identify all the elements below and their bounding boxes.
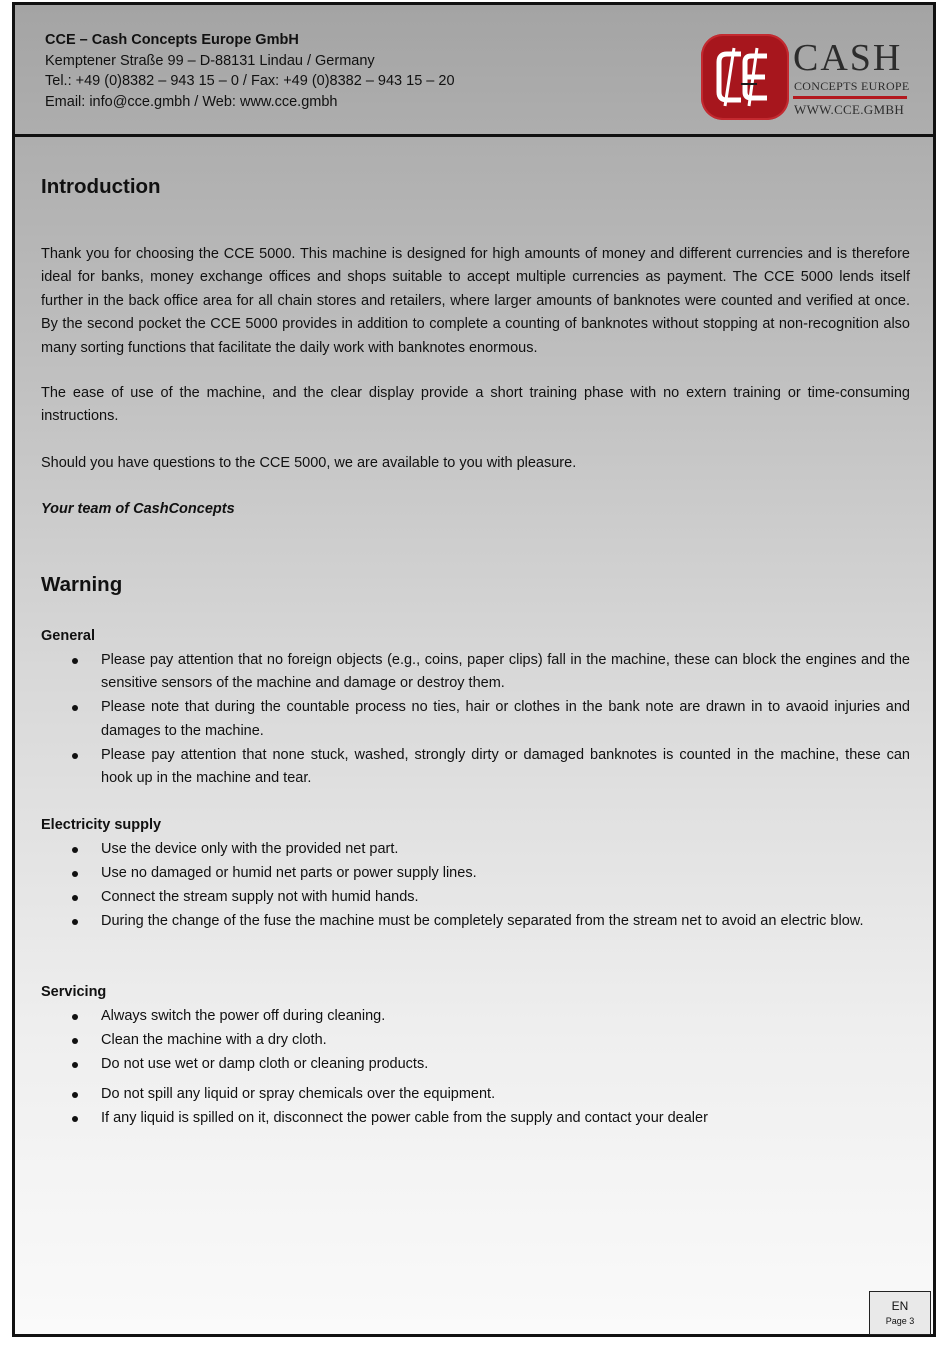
- intro-signature: Your team of CashConcepts: [41, 501, 235, 517]
- introduction-heading: Introduction: [41, 175, 161, 198]
- intro-paragraph-3: Should you have questions to the CCE 5000, we are available to you with pleasure.: [41, 455, 577, 471]
- warning-heading: Warning: [41, 573, 123, 596]
- list-item: During the change of the fuse the machine must be completely separated from the stream net to avoid an electric blow.: [41, 910, 910, 933]
- list-item: Do not use wet or damp cloth or cleaning products.: [41, 1053, 910, 1076]
- letterhead: [15, 5, 933, 137]
- company-phone-fax: Tel.: +49 (0)8382 – 943 15 – 0 / Fax: +49 (0)8382 – 943 15 – 20: [45, 73, 455, 89]
- section-title-general: General: [41, 628, 95, 644]
- cce-logo: [701, 34, 911, 124]
- company-email-web: Email: info@cce.gmbh / Web: www.cce.gmbh: [45, 93, 338, 110]
- page-indicator: [869, 1291, 931, 1335]
- list-item: Do not spill any liquid or spray chemicals over the equipment.: [41, 1083, 910, 1106]
- section-title-servicing: Servicing: [41, 984, 107, 1000]
- section-title-electricity: Electricity supply: [41, 817, 162, 833]
- logo-subtitle: CONCEPTS EUROPE: [794, 79, 910, 93]
- list-item: Use the device only with the provided net part.: [41, 838, 910, 861]
- list-item: If any liquid is spilled on it, disconnect the power cable from the supply and contact your dealer: [41, 1107, 910, 1130]
- intro-paragraph-2: The ease of use of the machine, and the clear display provide a short training phase with no extern training or time-consuming instructions.: [41, 385, 910, 425]
- company-name: CCE – Cash Concepts Europe GmbH: [45, 32, 299, 48]
- logo-divider: [793, 96, 907, 99]
- list-item: Please pay attention that none stuck, washed, strongly dirty or damaged banknotes is counted in the machine, these can hook up in the machine and tear.: [41, 744, 910, 791]
- electricity-list: [41, 838, 910, 934]
- logo-wordmark: CASH: [793, 37, 903, 79]
- list-item: Please pay attention that no foreign objects (e.g., coins, paper clips) fall in the machine, these can block the engines and the sensitive sensors of the machine and damage or destroy them.: [41, 649, 910, 696]
- general-list: [41, 649, 910, 791]
- page-frame: [12, 2, 936, 1337]
- cce-logo-mark-icon: [701, 34, 789, 120]
- list-item: Use no damaged or humid net parts or power supply lines.: [41, 862, 910, 885]
- page-number: Page 3: [885, 1316, 915, 1326]
- servicing-list: [41, 1005, 910, 1131]
- list-item: Always switch the power off during cleaning.: [41, 1005, 910, 1028]
- language-code: EN: [891, 1299, 909, 1313]
- list-item: Connect the stream supply not with humid hands.: [41, 886, 910, 909]
- intro-paragraph-1: Thank you for choosing the CCE 5000. This machine is designed for high amounts of money and different currencies and is therefore ideal for banks, money exchange offices and shops suitable to accept multiple currencies as payment. The CCE 5000 lends itself further in the back office area for all chain stores and retailers, where larger amounts of banknotes were counted and verified at once. By the second pocket the CCE 5000 provides in addition to complete a counting of banknotes without stopping at non-recognition also many sorting functions that facilitate the daily work with banknotes enormous.: [41, 246, 910, 356]
- logo-url: WWW.CCE.GMBH: [794, 102, 905, 117]
- company-info: [45, 30, 455, 112]
- list-item: Please note that during the countable process no ties, hair or clothes in the bank note are drawn in to avaoid injuries and damages to the machine.: [41, 696, 910, 743]
- company-address: Kemptener Straße 99 – D-88131 Lindau / Germany: [45, 52, 375, 69]
- list-item: Clean the machine with a dry cloth.: [41, 1029, 910, 1052]
